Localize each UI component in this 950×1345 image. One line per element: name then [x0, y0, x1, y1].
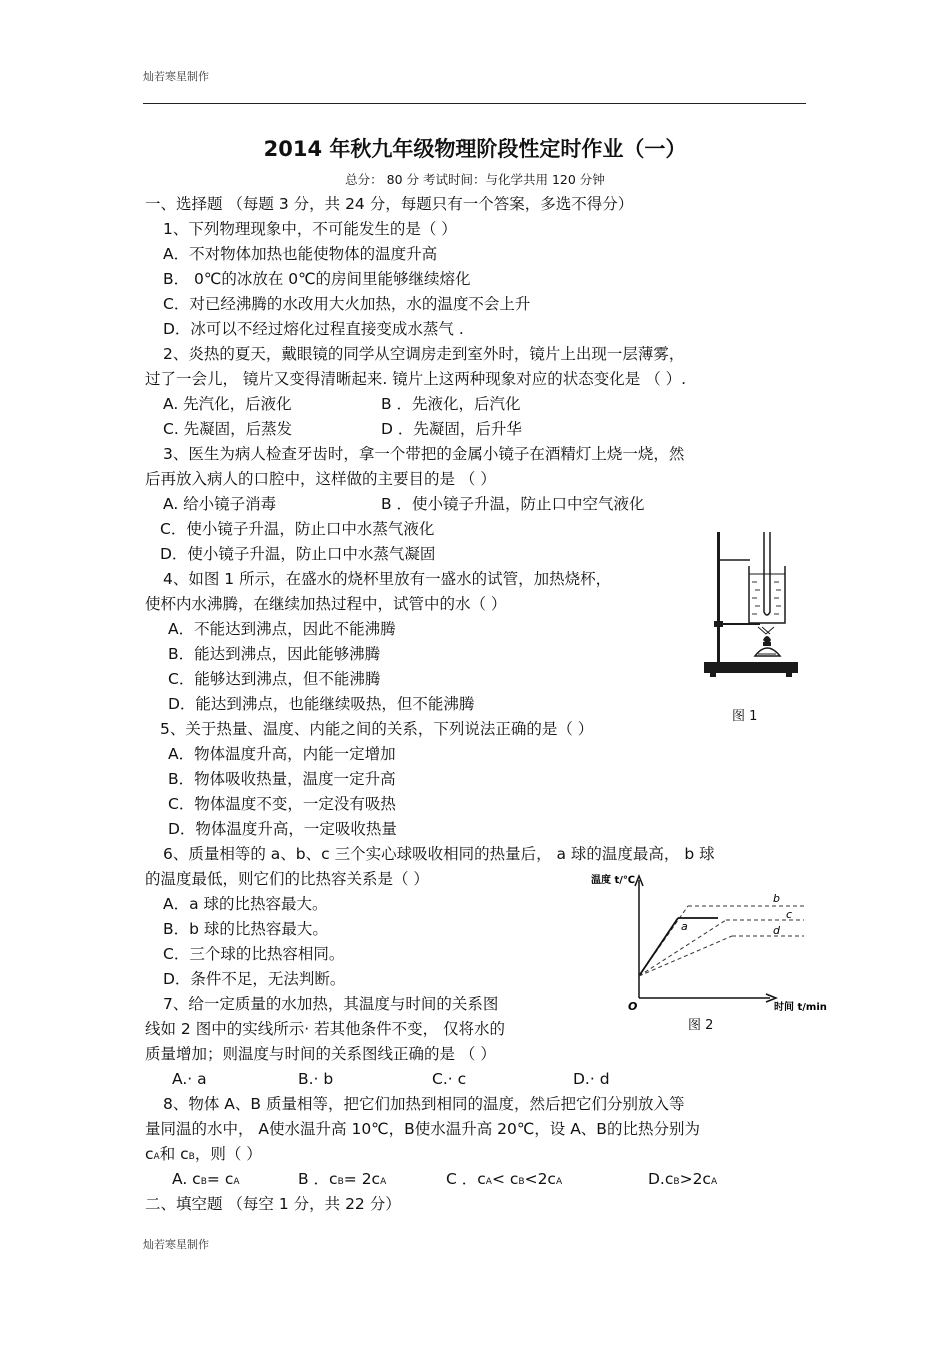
q7-stem-line1: 7、给一定质量的水加热，其温度与时间的关系图: [163, 995, 499, 1013]
page-title: 2014 年秋九年级物理阶段性定时作业（一）: [263, 137, 687, 161]
q5-option-b: B．物体吸收热量，温度一定升高: [168, 770, 396, 788]
q2-option-b: B ．先液化，后汽化: [381, 395, 521, 413]
q5-option-d: D．物体温度升高，一定吸收热量: [168, 820, 397, 838]
q2-option-c: C. 先凝固，后蒸发: [163, 420, 293, 438]
q5-option-c: C．物体温度不变，一定没有吸热: [168, 795, 396, 813]
q8-stem-line2: 量同温的水中， A使水温升高 10℃，B使水温升高 20℃，设 A、B的比热分别为: [145, 1120, 700, 1138]
q2-option-a: A. 先汽化，后液化: [163, 395, 292, 413]
q6-option-c: C．三个球的比热容相同。: [163, 945, 345, 963]
section1-heading: 一、选择题 （每题 3 分，共 24 分，每题只有一个答案，多选不得分）: [145, 195, 634, 213]
q6-option-a: A．a 球的比热容最大。: [163, 895, 328, 913]
exam-info: 总分： 80 分 考试时间：与化学共用 120 分钟: [345, 172, 605, 187]
q7-stem-line2: 线如 2 图中的实线所示· 若其他条件不变， 仅将水的: [145, 1020, 505, 1038]
q2-stem-line1: 2、炎热的夏天，戴眼镜的同学从空调房走到室外时，镜片上出现一层薄雾，: [163, 345, 685, 363]
label-c: c: [786, 908, 793, 921]
figure1-caption: 图 1: [732, 709, 758, 724]
q5-stem: 5、关于热量、温度、内能之间的关系，下列说法正确的是（ ）: [160, 720, 594, 738]
y-axis-label: 温度 t/℃: [591, 875, 636, 886]
q8-stem-line3: cA和 cB，则（ ）: [145, 1145, 262, 1163]
q2-option-d: D ．先凝固，后升华: [381, 420, 522, 438]
q4-stem-line2: 使杯内水沸腾，在继续加热过程中，试管中的水（ ）: [145, 595, 507, 613]
q1-option-c: C．对已经沸腾的水改用大火加热，水的温度不会上升: [163, 295, 531, 313]
header-rule: [143, 103, 806, 104]
q3-option-c: C．使小镜子升温，防止口中水蒸气液化: [160, 520, 435, 538]
apparatus-base: [704, 662, 798, 673]
q1-option-d: D．冰可以不经过熔化过程直接变成水蒸气 .: [163, 320, 464, 338]
q4-stem-line1: 4、如图 1 所示，在盛水的烧杯里放有一盛水的试管，加热烧杯，: [163, 570, 612, 588]
q7-stem-line3: 质量增加；则温度与时间的关系图线正确的是 （ ）: [145, 1045, 496, 1063]
q3-option-a: A. 给小镜子消毒: [163, 495, 277, 513]
header-label: 灿若寒星制作: [143, 70, 209, 83]
figure1-apparatus: [700, 528, 805, 688]
q4-option-b: B．能达到沸点，因此能够沸腾: [168, 645, 381, 663]
q7-option-d: D.· d: [573, 1070, 610, 1088]
q6-option-d: D．条件不足，无法判断。: [163, 970, 346, 988]
q7-option-b: B.· b: [298, 1070, 334, 1088]
q8-option-a: A. cB= cA: [172, 1170, 240, 1188]
q3-option-d: D．使小镜子升温，防止口中水蒸气凝固: [160, 545, 436, 563]
x-axis-label: 时间 t/min: [774, 1002, 827, 1013]
footer-label: 灿若寒星制作: [143, 1238, 209, 1251]
origin-label: O: [628, 1000, 638, 1013]
q3-stem-line1: 3、医生为病人检查牙齿时，拿一个带把的金属小镜子在酒精灯上烧一烧，然: [163, 445, 685, 463]
q5-option-a: A．物体温度升高，内能一定增加: [168, 745, 396, 763]
q7-option-a: A.· a: [172, 1070, 207, 1088]
q6-stem-line1: 6、质量相等的 a、b、c 三个实心球吸收相同的热量后， a 球的温度最高， b 球: [163, 845, 715, 863]
q1-option-a: A．不对物体加热也能使物体的温度升高: [163, 245, 438, 263]
label-a: a: [681, 920, 688, 933]
q8-option-d: D.cB>2cA: [648, 1170, 718, 1188]
q8-option-b: B ．cB= 2cA: [298, 1170, 387, 1188]
q1-option-b: B． 0℃的冰放在 0℃的房间里能够继续熔化: [163, 270, 471, 288]
alcohol-lamp: [755, 648, 780, 656]
q8-stem-line1: 8、物体 A、B 质量相等，把它们加热到相同的温度，然后把它们分别放入等: [163, 1095, 685, 1113]
q6-option-b: B．b 球的比热容最大。: [163, 920, 328, 938]
figure2-graph: [590, 868, 827, 1013]
figure2-caption: 图 2: [688, 1018, 714, 1033]
label-d: d: [773, 924, 780, 937]
q3-stem-line2: 后再放入病人的口腔中，这样做的主要目的是 （ ）: [145, 470, 496, 488]
q3-option-b: B ．使小镜子升温，防止口中空气液化: [381, 495, 645, 513]
q4-option-a: A．不能达到沸点，因此不能沸腾: [168, 620, 396, 638]
q1-stem: 1、下列物理现象中，不可能发生的是（ ）: [163, 220, 457, 238]
q8-option-c: C ．cA< cB<2cA: [446, 1170, 563, 1188]
q2-stem-line2: 过了一会儿， 镜片又变得清晰起来. 镜片上这两种现象对应的状态变化是 （ ）.: [145, 370, 687, 388]
flame: [763, 636, 771, 643]
q4-option-d: D．能达到沸点，也能继续吸热，但不能沸腾: [168, 695, 475, 713]
q6-stem-line2: 的温度最低，则它们的比热容关系是（ ）: [145, 870, 429, 888]
stand-rod: [717, 532, 720, 663]
q4-option-c: C．能够达到沸点，但不能沸腾: [168, 670, 381, 688]
label-b: b: [773, 892, 780, 905]
section2-heading: 二、填空题 （每空 1 分，共 22 分）: [145, 1195, 401, 1213]
q7-option-c: C.· c: [432, 1070, 467, 1088]
